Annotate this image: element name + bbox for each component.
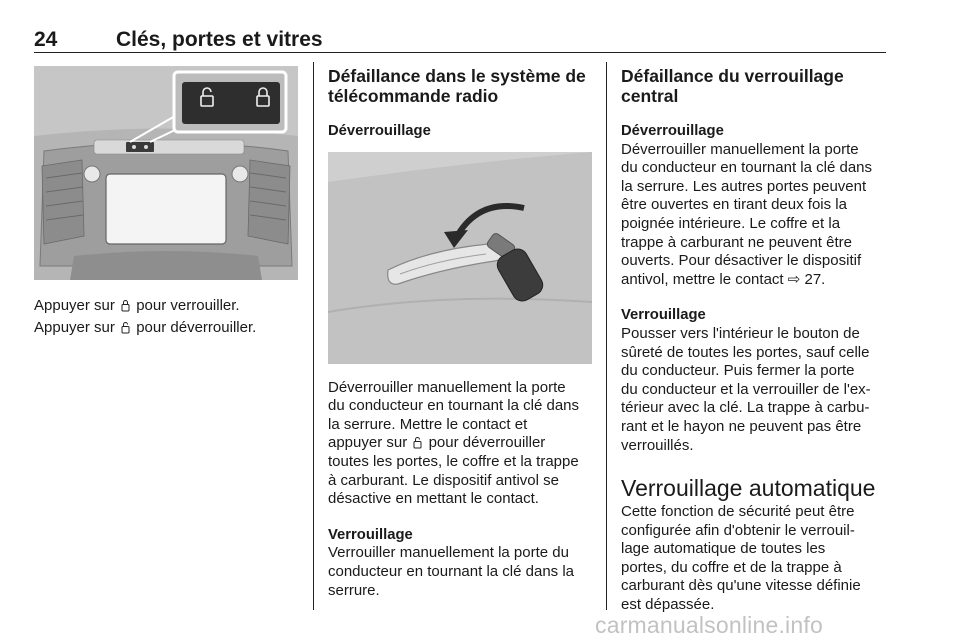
column-1: [34, 66, 298, 337]
lock-icon: [121, 299, 130, 312]
page-header: [34, 28, 886, 52]
caption-lock: Appuyer sur pour verrouiller.: [34, 297, 240, 314]
paragraph-lock: Verrouiller manuellement la porte du conducteur en tournant la clé dans la serrure.: [328, 544, 574, 599]
caption-unlock: Appuyer sur pour déverrouiller.: [34, 318, 257, 336]
reference-arrow-icon: ⇨: [787, 270, 801, 288]
chapter-title: Clés, portes et vitres: [116, 28, 323, 51]
page-reference: 27.: [804, 270, 826, 288]
paragraph-unlock: Déverrouiller manuellement la porte du conducteur en tournant la clé dans la serrure. Mettre le contact et appuyer sur pour déverrouiller toutes les portes, le coffre et la trappe à carburant. Le dispositif antivol se désactive en mettant le contact.: [328, 378, 580, 508]
subheading-unlock-central: Déverrouillage: [621, 123, 724, 139]
paragraph-lock-central: Pousser vers l'intérieur le bouton de sûreté de toutes les portes, sauf celle du conducteur. Puis fermer la porte du conducteur et la verrouiller de l'ex- térieur avec la clé. La trappe à carbu- rant et le hayon ne peuvent pas être verrouillés.: [621, 324, 871, 454]
paragraph-auto-lock: Cette fonction de sécurité peut être configurée afin d'obtenir le verrouil- lage automatique de toutes les portes, du coffre et de la trappe à carburant dès qu'une vitesse définie est dépassée.: [621, 503, 861, 614]
section-heading-remote: Défaillance dans le système de télécommande radio: [328, 66, 586, 106]
section-title-auto-lock: Verrouillage automatique: [621, 475, 876, 502]
subheading-unlock: Déverrouillage: [328, 123, 431, 139]
column-2: [328, 66, 592, 600]
unlock-icon: [413, 436, 422, 449]
door-key-illustration: [328, 152, 592, 364]
paragraph-unlock-central: Déverrouiller manuellement la porte du conducteur en tournant la clé dans la serrure. Les autres portes peuvent être ouvertes en tirant deux fois la poignée intérieure. Le coffre et la trappe à carburant ne peuvent être ouverts. Pour désactiver le dispositif antivol, mettre le contact ⇨ 27.: [621, 140, 873, 288]
column-divider-2: [606, 62, 607, 610]
unlock-icon: [121, 321, 130, 334]
subheading-lock: Verrouillage: [328, 526, 413, 543]
page-number: 24: [34, 28, 58, 51]
dashboard-illustration: [34, 66, 298, 280]
section-heading-central: Défaillance du verrouillage central: [621, 66, 844, 106]
watermark: carmanualsonline.info: [595, 612, 823, 638]
column-divider-1: [313, 62, 314, 610]
subheading-lock-central: Verrouillage: [621, 307, 706, 324]
column-3: [621, 66, 887, 615]
header-rule: [34, 52, 886, 53]
